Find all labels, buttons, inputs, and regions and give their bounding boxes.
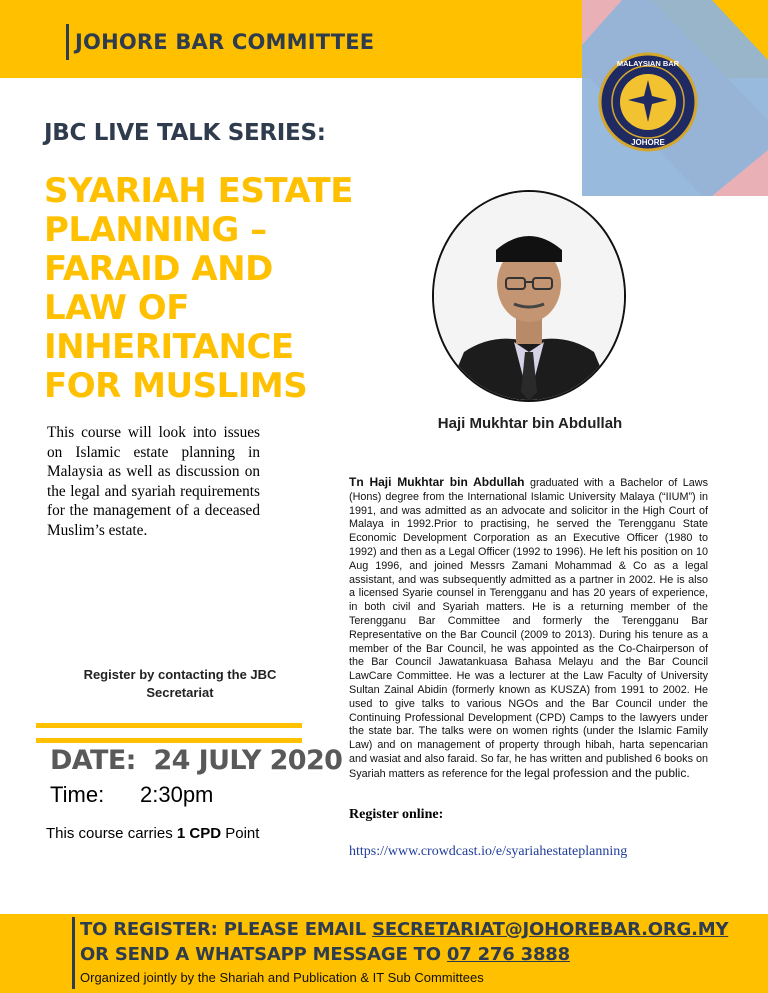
date-value: 24 JULY 2020 <box>153 745 343 776</box>
event-date <box>50 745 342 776</box>
register-contact-note: Register by contacting the JBC Secretariat <box>83 667 277 700</box>
footer-bar <box>0 914 768 993</box>
divider-top <box>36 723 302 728</box>
committee-title: JOHORE BAR COMMITTEE <box>66 24 374 60</box>
headline-line: FOR MUSLIMS <box>44 366 308 406</box>
event-time <box>50 782 214 808</box>
headline-line: PLANNING – <box>44 210 267 250</box>
footer-email-prefix: TO REGISTER: PLEASE EMAIL <box>80 919 373 940</box>
cpd-suffix: Point <box>221 825 260 842</box>
time-label: Time: <box>50 782 105 807</box>
course-description: This course will look into issues on Islamic estate planning in Malaysia as well as discussion on the legal and syariah requirements for the management of a deceased Muslim’s estate. <box>47 424 260 539</box>
bio-speaker-name: Tn Haji Mukhtar bin Abdullah <box>349 475 525 489</box>
secretariat-email-link[interactable]: SECRETARIAT@JOHOREBAR.ORG.MY <box>372 919 729 940</box>
footer-content <box>72 917 728 989</box>
bio-text: graduated with a Bachelor of Laws (Hons) degree from the International Islamic University Malaya (“IIUM”) in 1991, and was admitted as an advocate and solicitor in the High Court of Malaya in 1992.Prior to practising, he served the Terengganu State Economic Development Corporation as an Executive Officer (1980 to 1992) and then as a Legal Officer (1992 to 1996). He left his position on 10 Aug 1996, and joined Messrs Zamani Mohammad & Co as a legal assistant, and was subsequently admitted as a partner in 2002. He is also a licensed Syarie counsel in Terengganu and has 20 years of experience, in both civil and Syariah matters. He is a returning member of the Terengganu Bar Committee and formerly the Terengganu Bar Representative on the Bar Council (2009 to 2013). During his tenure as a member of the Bar Council, he was appointed as the Co-Chairperson of the Bar Council Jawatankuasa Bahasa Melayu and the Bar Council LawCare Committee. He was a lecturer at the Law Faculty of University Sultan Zainal Abidin (formerly known as KUSZA) from 1991 to 2002. He used to give talks to various NGOs and the Bar Council under the Continuing Professional Development (CPD) Camps to the lawyers under the state bar. The talks were on women rights (under the Islamic Family Law) and on management of property through hibah, harta sepencarian and wasiat and also faraid. So far, he has written and published 6 books on Syariah matters as reference for the <box>349 477 708 780</box>
footer-whatsapp-line <box>80 942 728 967</box>
speaker-photo <box>432 190 626 402</box>
organizer-note: Organized jointly by the Shariah and Publication & IT Sub Committees <box>80 970 484 985</box>
date-label: DATE: <box>50 745 136 776</box>
cpd-note <box>46 825 259 842</box>
register-online-label: Register online: <box>349 807 444 822</box>
malaysian-bar-crest <box>582 0 768 196</box>
footer-email-line <box>80 917 728 942</box>
time-value: 2:30pm <box>140 782 214 807</box>
headline-line: INHERITANCE <box>44 327 294 367</box>
series-title: JBC LIVE TALK SERIES: <box>44 120 326 146</box>
talk-headline <box>44 172 364 406</box>
headline-line: FARAID AND <box>44 249 273 289</box>
footer-whatsapp-prefix: OR SEND A WHATSAPP MESSAGE TO <box>80 944 447 965</box>
divider-bottom <box>36 738 302 743</box>
speaker-bio <box>349 476 708 782</box>
headline-line: SYARIAH ESTATE <box>44 171 353 211</box>
registration-link[interactable]: https://www.crowdcast.io/e/syariahestateplanning <box>349 844 628 859</box>
crest-ring-top-text: MALAYSIAN BAR <box>616 59 680 68</box>
crest-ring-bottom-text: JOHORE <box>631 138 665 147</box>
whatsapp-number-link[interactable]: 07 276 3888 <box>446 944 570 965</box>
cpd-value: 1 CPD <box>176 825 222 842</box>
cpd-prefix: This course carries <box>46 825 177 842</box>
speaker-name: Haji Mukhtar bin Abdullah <box>437 415 623 432</box>
bio-tail: legal profession and the public. <box>524 765 690 780</box>
headline-line: LAW OF <box>44 288 189 328</box>
